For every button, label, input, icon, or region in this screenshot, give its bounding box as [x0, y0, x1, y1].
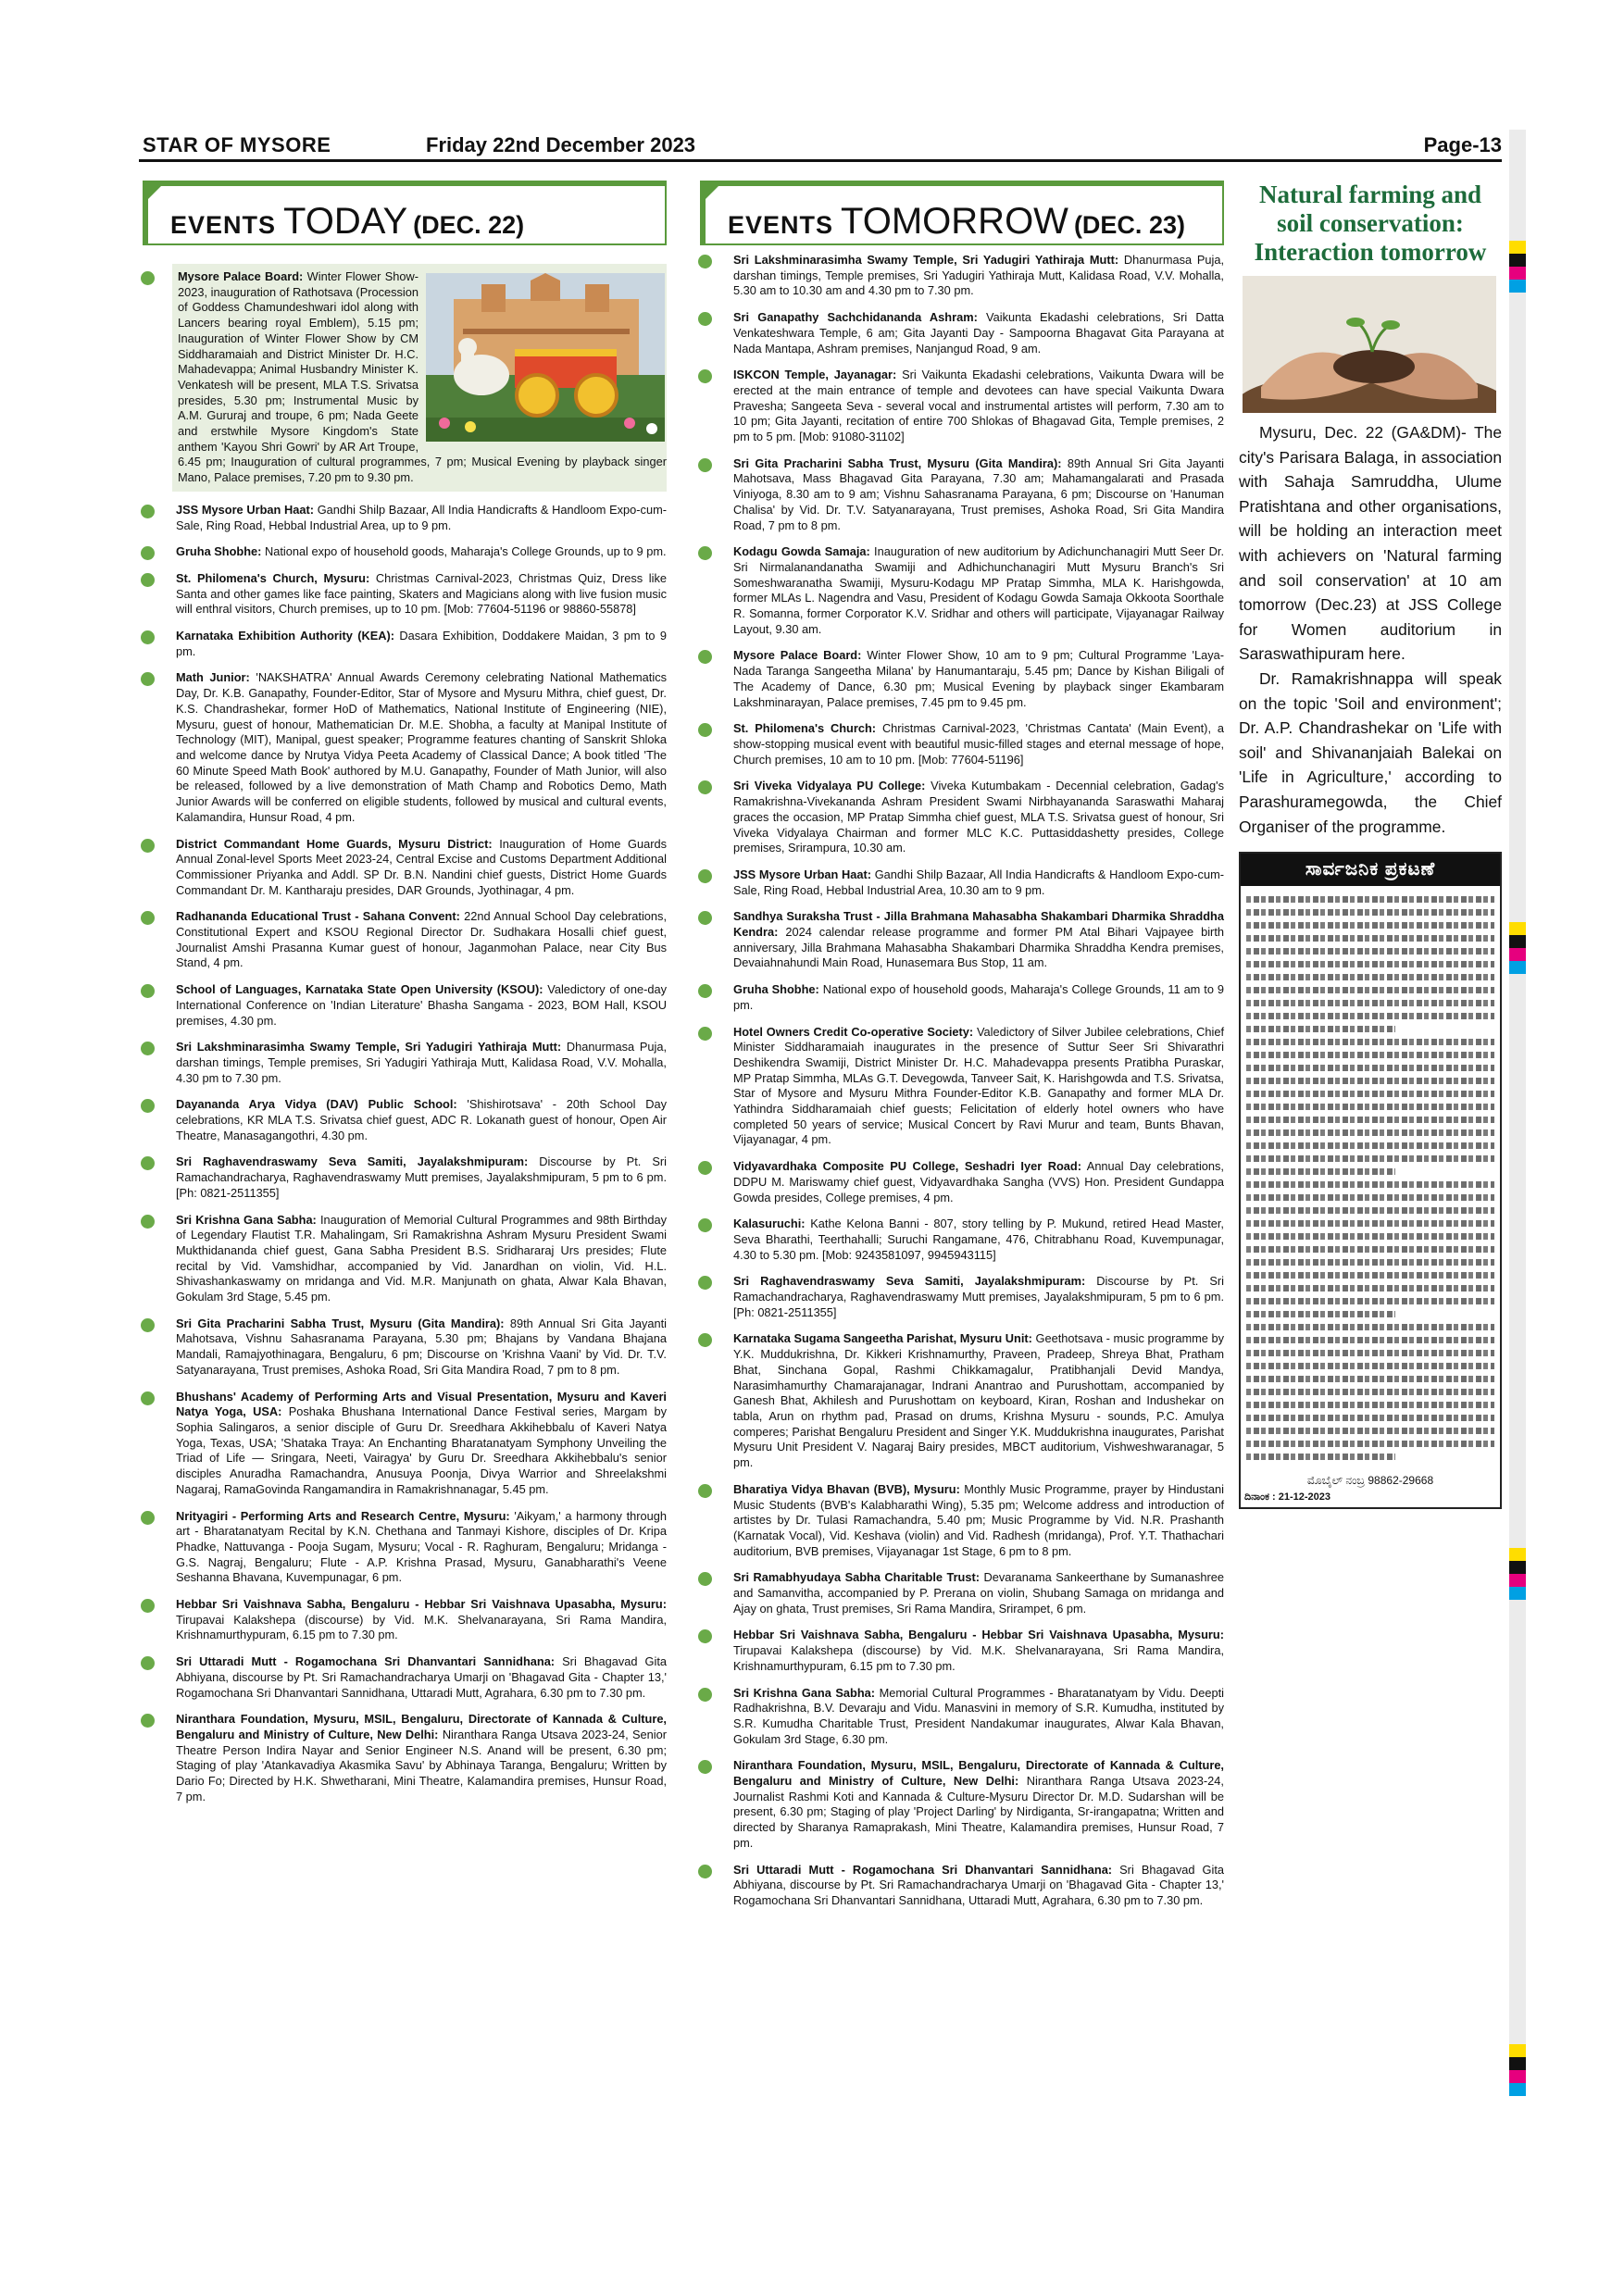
kannada-text-line [1246, 1168, 1395, 1175]
event-venue: Sri Gita Pracharini Sabha Trust, Mysuru (Gita Mandira): [733, 455, 1062, 470]
bullet-dot [698, 312, 712, 326]
article-body [1239, 420, 1502, 839]
event-venue: ISKCON Temple, Jayanagar: [733, 368, 897, 382]
kannada-text-line [1246, 1155, 1494, 1162]
event-item [696, 368, 1224, 445]
bullet-dot [141, 1391, 155, 1405]
events-tomorrow-column [696, 181, 1224, 1920]
bullet-dot [698, 1027, 712, 1041]
article-paragraph: Mysuru, Dec. 22 (GA&DM)- The city's Parisara Balaga, in association with Sahaja Samruddha, Ulume Pratishtana and other organisations, will be holding an interaction meet with achievers on 'Natural farming and soil conservation' at 10 am tomorrow (Dec.23) at JSS College for Women auditorium in Saraswathipuram here. [1239, 423, 1502, 664]
event-item [139, 1712, 667, 1804]
kannada-text-line [1246, 1259, 1494, 1266]
event-venue: Karnataka Exhibition Authority (KEA): [176, 629, 395, 643]
kannada-text-line [1246, 1441, 1494, 1447]
event-item [696, 1217, 1224, 1263]
kannada-text-line [1246, 974, 1494, 980]
kannada-text-line [1246, 1389, 1494, 1395]
event-item [139, 1390, 667, 1498]
kannada-text-line [1246, 1052, 1494, 1058]
hands-holding-soil-image [1243, 276, 1496, 413]
today-word: TODAY [283, 201, 408, 242]
article-headline: Natural farming and soil conservation: Interaction tomorrow [1254, 181, 1487, 266]
bullet-dot [141, 1656, 155, 1670]
bullet-dot [141, 1042, 155, 1055]
event-item [696, 1686, 1224, 1748]
kannada-text-line [1246, 1220, 1494, 1227]
event-details: 'Shishirotsava' - 20th School Day celebrations, KR MLA T.S. Srivatsa chief guest, ADC R. Lokanath guest of honour, Open Air Theatre, Manasagangothri, 4.30 pm. [176, 1097, 667, 1142]
event-venue: Sri Raghavendraswamy Seva Samiti, Jayalakshmipuram: [733, 1274, 1086, 1289]
event-details: Winter Flower Show, 10 am to 9 pm; Cultural Programme 'Laya-Nada Taranga Sangeetha Milana' by Hanumantaraju, 5.45 pm; Dance by Kishan Biligali of The Academy of Dance, 6.30 pm; Musical Evening by playback singer Ekambaram Lakshminarayan, Palace premises, 7.45 pm to 9.45 pm. [733, 648, 1224, 709]
event-item [139, 1213, 667, 1305]
bullet-dot [698, 984, 712, 998]
bullet-dot [141, 1714, 155, 1728]
event-details: Inauguration of Home Guards Annual Zonal-level Sports Meet 2023-24, Central Excise and Customs Department Additional Commissioner Priyanka and Addl. SP Dr. B.N. Nandini chief guests, District Home Guards Commandant Dr. M. Kantharaju presides, DAR Grounds, Jyothinagar, 4 pm. [176, 836, 667, 897]
event-venue: Hebbar Sri Vaishnava Sabha, Bengaluru - Hebbar Sri Vaishnava Upasabha, Mysuru: [733, 1628, 1224, 1642]
bullet-dot [698, 458, 712, 472]
event-details: Valedictory of Silver Jubilee celebrations, Chief Minister Siddharamaiah inaugurates in the presence of Suttur Seer Sri Shivarathri Deshikendra Swamiji, District Minister Dr. H.C. Mahadevappa presents Pratibha Puraskar, MP Pratap Simmha, MLAs G.T. Devegowda, Tanveer Sait, K. Harishgowda and T.S. Srivatsa, Star of Mysore and Mysuru Mithra Founder-Editor K.B. Ganapathy and former MLA Dr. Yathindra Siddharamaiah chief guests; Felicitation of elderly hotel owners who have completed 50 years of service; Musical Concert by Ravi Murur and team, Bunts Bhavan, Vijayanagar, 4 pm. [733, 1024, 1224, 1147]
event-details: Inauguration of Memorial Cultural Programmes and 98th Birthday of Legendary Flautist T.R. Mahalingam, Sri Ramakrishna Ashram Mysuru President Swami Mukthidananda chief guest, Gana Sabha President B.S. Sridhararaj Urs presides; Flute recital by Vid. Vamshidhar, accompanied by Vid. Janardhan on violin, Vid. H.L. Shivashankaswamy on mridanga and Vid. M.R. Manjunath on ghata, Alwar Kala Bhavan, Gokulam 3rd Stage, 5.45 pm. [176, 1212, 667, 1304]
event-item [696, 544, 1224, 637]
event-details: Sri Vaikunta Ekadashi celebrations, Vaikunta Dwara will be erected at the main entrance of temple and devotees can have special Vaikunta Dwara Pravesha; Sangeeta Seva - several vocal and instrumental artistes will perform, 7.30 am to 10 pm; Gita Jayanti, recitation of entire 700 Shlokas of Bhagavad Gita, Temple premises, 2 pm to 5 pm. [Mob: 91080-31102] [733, 368, 1224, 444]
tomorrow-date: (DEC. 23) [1073, 211, 1185, 239]
kannada-text-line [1246, 1142, 1494, 1149]
event-item [139, 1654, 667, 1701]
kannada-text-line [1246, 922, 1494, 929]
color-registration-bar [1509, 130, 1526, 2194]
notice-kannada-text [1241, 886, 1500, 1470]
event-item [139, 503, 667, 533]
kannada-text-line [1246, 1000, 1494, 1006]
bullet-dot [698, 650, 712, 664]
event-details: Viveka Kutumbakam - Decennial celebration, Gadag's Ramakrishna-Vivekananda Ashram President Swami Nirbhayananda Saraswathi Maharaj graces the occasion, MP Pratap Simmha chief guest, MLA T.S. Srivatsa guest of honour, Sri Viveka Vidyalaya Chairman and former MLC K.C. Puttasiddashetty presides, College premises, Srirampura, 10.30 am. [733, 779, 1224, 855]
bullet-dot [141, 546, 155, 560]
bullet-dot [141, 1156, 155, 1170]
notice-heading: ಸಾರ್ವಜನಿಕ ಪ್ರಕಟಣೆ [1241, 854, 1500, 886]
events-today-column [139, 181, 667, 1816]
right-column [1239, 181, 1502, 1509]
events-tomorrow-header [700, 181, 1224, 245]
bullet-dot [141, 271, 155, 285]
event-item [139, 982, 667, 1029]
bullet-dot [698, 369, 712, 383]
event-item [696, 982, 1224, 1013]
event-details: Gandhi Shilp Bazaar, All India Handicrafts & Handloom Expo-cum-Sale, Ring Road, Hebbal Industrial Area, 10.30 am to 9 pm. [733, 867, 1224, 897]
kannada-text-line [1246, 1337, 1494, 1343]
today-date: (DEC. 22) [413, 211, 525, 239]
events-word: EVENTS [728, 211, 834, 239]
event-item [696, 648, 1224, 710]
event-item [696, 1159, 1224, 1205]
notice-date: ದಿನಾಂಕ : 21-12-2023 [1244, 1491, 1330, 1504]
bullet-dot [698, 1760, 712, 1774]
event-details: Annual Day celebrations, DDPU M. Mariswamy chief guest, Vidyavardhaka Sangha (VVS) Hon. President Gundappa Gowda presides, College premises, 4 pm. [733, 1159, 1224, 1204]
event-details: 2024 calendar release programme and former PM Atal Bihari Vajpayee birth anniversary, Jilla Brahmana Mahasabha Shakambari Dharmika Shraddha Kendra premises, Devaiahnahundi Main Road, Hunasemara Bus Stop, 11 am. [733, 925, 1224, 970]
kannada-text-line [1246, 1402, 1494, 1408]
bullet-dot [698, 1629, 712, 1643]
event-item [139, 1097, 667, 1143]
bullet-dot [141, 573, 155, 587]
kannada-text-line [1246, 961, 1494, 967]
bullet-dot [698, 1688, 712, 1702]
kannada-text-line [1246, 1065, 1494, 1071]
event-venue: Nrityagiri - Performing Arts and Research Centre, Mysuru: [176, 1508, 510, 1523]
event-details: Winter Flower Show-2023, inauguration of Rathotsava (Procession of Goddess Chamundeshwari idol along with Lancers bearing royal Emblem), 5.15 pm; Inauguration of Winter Flower Show by CM Siddharamaiah and District Minister Dr. H.C. Mahadevappa; Animal Husbandry Minister K. Venkatesh will be present, MLA T.S. Srivatsa presides, 5.30 pm; Instrumental Music by A.M. Gururaj and troupe, 6 pm; Nada Geete and erstwhile Mysore Kingdom's State anthem 'Kayou Shri Gowri' by AR Art Troupe, 6.45 pm; Inauguration of cultural programmes, 7 pm; Musical Evening by playback singer Mano, Palace premises, 7.20 pm to 9.30 pm. [178, 269, 667, 485]
event-venue: Karnataka Sugama Sangeetha Parishat, Mysuru Unit: [733, 1331, 1032, 1346]
event-venue: School of Languages, Karnataka State Open University (KSOU): [176, 982, 543, 997]
event-venue: Gruha Shobhe: [176, 544, 262, 559]
event-item [696, 721, 1224, 767]
event-item [696, 1274, 1224, 1320]
kannada-text-line [1246, 1129, 1494, 1136]
bullet-dot [698, 1218, 712, 1232]
event-venue: Math Junior: [176, 670, 250, 685]
event-venue: Mysore Palace Board: [733, 648, 862, 663]
event-details: 89th Annual Sri Gita Jayanti Mahotsava, Vishnu Sahasranama Parayana, 5.30 pm; Bhajans by Vandana Bhajana Mandali, Ramajyothinagara, Bengaluru, 6 pm; Discourse on 'Krishna Vaani' by Vid. Dr. T.V. Satyanarayana, Trust premises, Ashoka Road, Sri Gita Mandira Road, 7 pm to 8 pm. [176, 1316, 667, 1377]
events-today-header [143, 181, 667, 245]
event-venue: Hebbar Sri Vaishnava Sabha, Bengaluru - Hebbar Sri Vaishnava Upasabha, Mysuru: [176, 1597, 667, 1612]
issue-date: Friday 22nd December 2023 [426, 133, 696, 156]
event-venue: Sri Ramabhyudaya Sabha Charitable Trust: [733, 1570, 981, 1585]
event-details: Kathe Kelona Banni - 807, story telling by P. Mukund, retired Head Master, Seva Bharathi, Teerthahalli; Suruchi Rangamane, 476, Chitrabhanu Road, Kuvempunagar, 4.30 to 5.30 pm. [Mob: 9243581097, 9945943115] [733, 1217, 1224, 1262]
event-venue: Sri Lakshminarasimha Swamy Temple, Sri Yadugiri Yathiraja Mutt: [176, 1040, 562, 1054]
event-details: Devaranama Sankeerthane by Sumanashree and Samanvitha, accompanied by P. Prerana on violin, Shubang Samaga on mridanga and Ajay on ghata, Trust premises, Sri Rama Mandira, Srirampet, 6 pm. [733, 1570, 1224, 1616]
event-venue: Sri Viveka Vidyalaya PU College: [733, 779, 926, 793]
event-item [139, 1316, 667, 1379]
event-item [139, 670, 667, 825]
event-details: National expo of household goods, Maharaja's College Grounds, 11 am to 9 pm. [733, 982, 1225, 1012]
bullet-dot [698, 546, 712, 560]
event-item [139, 837, 667, 899]
kannada-text-line [1246, 1324, 1494, 1330]
kannada-text-line [1246, 1026, 1395, 1032]
event-details: Poshaka Bhushana International Dance Festival series, Margam by Sophia Salingaros, a senior disciple of Guru Dr. Sreedhara Akkihebbalu of Kaveri Natya Yoga, Texas, USA; 'Shataka Traya: An Enchanting Bharatanatyam Symphony Unveiling the Triad of Life — Sringara, Neeti, Vairagya' by Guru Dr. Sreedhara Akkihebbalu's senior disciples Anuradha Ramachandra, Anusuya Poonja, Divya Warrior and Shreelakshmi Nagaraj, RamaGovinda Rangamandira in Ramakrishnanagar, 5.45 pm. [176, 1404, 667, 1496]
event-item [139, 1597, 667, 1643]
event-details: Niranthara Ranga Utsava 2023-24, Journalist Rashmi Koti and Kannada & Culture-Mysuru Director Dr. M.D. Sudarshan will be present, 6.30 pm; Staging of play 'Project Darling' by Nirdiganta, Sr-irangapatna; Written and directed by Sharanya Ramaprakash, Mini Theatre, Kalamandira premises, Hunsur Road, 7 pm. [733, 1774, 1224, 1850]
event-details: Sri Bhagavad Gita Abhiyana, discourse by Pt. Sri Ramachandracharya Umarji on 'Bhagavad Gita - Chapter 13,' Rogamochana Sri Dhanvantari Sannidhana, Uttaradi Mutt, Agrahara, 6.30 pm to 7.30 pm. [733, 1862, 1224, 1907]
event-item [696, 1758, 1224, 1851]
kannada-text-line [1246, 1013, 1494, 1019]
event-details: Dhanurmasa Puja, darshan timings, Temple premises, Sri Yadugiri Yathiraja Mutt, Kalidasa Road, V.V. Mohalla, 4.30 pm to 7.30 pm. [176, 1040, 667, 1085]
bullet-dot [141, 630, 155, 644]
kannada-text-line [1246, 935, 1494, 942]
public-notice [1239, 852, 1502, 1509]
feature-event [172, 264, 667, 492]
event-item [696, 1331, 1224, 1470]
event-details: 'Aikyam,' a harmony through art - Bharatanatyam Recital by K.N. Chethana and Tanmayi Kishore, disciples of Dr. Kripa Phadke, Nattuvanga - Pooja Sugam, Mysuru; Vocal - R. Raghuram, Bengaluru; Mridanga - G.S. Nagraj, Bengaluru; Flute - A.P. Krishna Prasad, Mysuru, Ganabharathi's Veene Seshanna Bhavana, Kuvempunagar, 6 pm. [176, 1508, 667, 1585]
events-today-items [139, 503, 667, 1805]
kannada-text-line [1246, 1039, 1494, 1045]
bullet-dot [141, 984, 155, 998]
event-venue: Hotel Owners Credit Co-operative Society: [733, 1024, 974, 1039]
bullet-dot [141, 505, 155, 518]
event-details: Gandhi Shilp Bazaar, All India Handicrafts & Handloom Expo-cum-Sale, Ring Road, Hebbal Industrial Area, up to 9 pm. [176, 502, 667, 532]
event-details: 'NAKSHATRA' Annual Awards Ceremony celebrating National Mathematics Day, Dr. K.B. Ganapathy, Founder-Editor, Star of Mysore and Mysuru Mithra, chief guest, Dr. K.S. Chandrashekar, former HoD of Mathematics, National Institute of Engineering (NIE), Mysuru, guest of honour, Mathematician Dr. M.E. Shobha, a faculty at Manipal Institute of Technology (MIT), Manipal, guest speaker; Programme features chanting of Sanskrit Shloka and welcome dance by Nrutya Vidya Peeta Academy of Classical Dance; A book titled 'The 60 Minute Speed Math Book' authored by M.U. Ganapathy, Founder of Math Junior, will also be released, followed by a live demonstration of Math Champ and Robotics Demo, Math Junior Awards will be conferred on eligible students, followed by musical and cultural events, Kalamandira, Hunsur Road, 4 pm. [176, 670, 667, 824]
tomorrow-word: TOMORROW [841, 201, 1068, 242]
article-paragraph: Dr. Ramakrishnappa will speak on the topic 'Soil and environment'; Dr. A.P. Chandrashekar on 'Life with soil' and Shivananjaiah Balekai on 'Life in Agriculture,' according to Parashuramegowda, the Chief Organiser of the programme. [1239, 668, 1502, 836]
event-venue: Dayananda Arya Vidya (DAV) Public School: [176, 1097, 457, 1112]
event-details: Discourse by Pt. Sri Ramachandracharya, Raghavendraswamy Mutt premises, Jayalakshmipuram, 5 pm to 6 pm. [Ph: 0821-2511355] [733, 1274, 1224, 1319]
kannada-text-line [1246, 896, 1494, 903]
bullet-dot [698, 1572, 712, 1586]
bullet-dot [698, 780, 712, 794]
event-venue: Sri Krishna Gana Sabha: [176, 1212, 317, 1227]
event-details: 89th Annual Sri Gita Jayanti Mahotsava, Mass Bhagavad Gita Parayana, 7.30 am; Mahamangalarati and Prasada Viniyoga, 8.30 am to 9 am; Vishnu Sahasranama Parayana, 6 pm; Discourse on 'Hanuman Chalisa' by Vid. Dr. T.V. Satyanarayana, Trust premises, Ashoka Road, Sri Gita Mandira Road, 7 pm to 8 pm. [733, 455, 1224, 532]
palace-chariot-image [426, 273, 665, 442]
events-word: EVENTS [170, 211, 277, 239]
kannada-text-line [1246, 1350, 1494, 1356]
event-details: Memorial Cultural Programmes - Bharatanatyam by Vidu. Deepti Radhakrishna, B.V. Devaraju and Vidu. Manasvini in memory of S.R. Kumudha, instituted by S.R. Kumudha Charitable Trust, President Nandakumar inaugurates, Alwar Kala Bhavan, Gokulam 3rd Stage, 6.30 pm. [733, 1685, 1224, 1746]
kannada-text-line [1246, 1363, 1494, 1369]
bullet-dot [141, 672, 155, 686]
page-number: Page-13 [1423, 133, 1502, 156]
bullet-dot [141, 1318, 155, 1332]
event-venue: Sri Raghavendraswamy Seva Samiti, Jayalakshmipuram: [176, 1154, 529, 1169]
event-venue: Kalasuruchi: [733, 1217, 806, 1231]
flower-show-photo [426, 273, 665, 442]
event-item [139, 571, 667, 618]
event-venue: Vidyavardhaka Composite PU College, Seshadri Iyer Road: [733, 1159, 1081, 1174]
bullet-dot [698, 869, 712, 883]
event-details: Valedictory of one-day International Conference on 'Indian Literature' Bhasha Sangama - 2023, BOM Hall, KSOU premises, 4.30 pm. [176, 982, 668, 1028]
bullet-dot [698, 1484, 712, 1498]
event-details: Monthly Music Programme, prayer by Hindustani Music Students (BVB's Kalabharathi Wing), 5.35 pm; Welcome address and introduction of artistes by Dr. Tulasi Ramachandra, 5.40 pm; Music Programme by Vid. N.R. Prashanth (Karnatak Vocal), Vid. Keshava (violin) and Vid. Radhesh (mridanga), Prof. Y.T. Thathachari auditorium, BVB premises, Vijayanagar 1st Stage, 6 pm to 8 pm. [733, 1481, 1224, 1558]
event-venue: Gruha Shobhe: [733, 982, 819, 997]
soil-hands-photo [1243, 276, 1496, 413]
event-venue: JSS Mysore Urban Haat: [176, 502, 315, 517]
notice-phone: ಮೊಬೈಲ್ ನಂಬ್ರ 98862-29668 [1306, 1474, 1434, 1488]
event-venue: Mysore Palace Board: [178, 269, 304, 283]
event-venue: Sri Krishna Gana Sabha: [733, 1685, 876, 1700]
event-details: Niranthara Ranga Utsava 2023-24, Senior Theatre Person Indira Nayar and Senior Engineer N.S. Anand will be present, 6.30 pm; Staging of play 'Atankavadiya Akasmika Savu' by Abhinaya Taranga, Bengaluru; Written by Dario Fo; Directed by H.K. Shwetharani, Mini Theatre, Kalamandira premises, Hunsur Road, 7 pm. [176, 1727, 667, 1803]
event-item [696, 253, 1224, 299]
event-item [139, 909, 667, 971]
masthead-rule [139, 159, 1502, 162]
kannada-text-line [1246, 1376, 1494, 1382]
event-details: Tirupavai Kalakshepa (discourse) by Vid. M.K. Shelvanarayana, Sri Rama Mandira, Krishnamurthypuram, 6.15 pm to 7.30 pm. [176, 1612, 667, 1642]
kannada-text-line [1246, 1285, 1494, 1292]
bullet-dot [141, 1599, 155, 1613]
kannada-text-line [1246, 1311, 1395, 1317]
events-today-list [139, 264, 667, 492]
bullet-dot [141, 911, 155, 925]
kannada-text-line [1246, 1233, 1494, 1240]
event-details: Dhanurmasa Puja, darshan timings, Temple premises, Sri Yadugiri Yathiraja Mutt, Kalidasa Road, V.V. Mohalla, 5.30 am to 10.30 am and 4.30 pm to 7.30 pm. [733, 253, 1224, 298]
event-details: 22nd Annual School Day celebrations, Constitutional Expert and KSOU Regional Director Dr. Sudhakara Hosalli chief guest, Journalist Amshi Prasanna Kumar guest of honour, Jaganmohan Palace, near City Bus Stand, 4 pm. [176, 909, 667, 970]
event-venue: Radhananda Educational Trust - Sahana Convent: [176, 909, 460, 924]
bullet-dot [141, 1215, 155, 1229]
event-details: Sri Bhagavad Gita Abhiyana, discourse by Pt. Sri Ramachandracharya Umarji on 'Bhagavad Gita - Chapter 13,' Rogamochana Sri Dhanvantari Sannidhana, Uttaradi Mutt, Agrahara, 6.30 pm to 7.30 pm. [176, 1654, 667, 1700]
event-venue: Sri Uttaradi Mutt - Rogamochana Sri Dhanvantari Sannidhana: [733, 1862, 1113, 1877]
event-details: Discourse by Pt. Sri Ramachandracharya, Raghavendraswamy Mutt premises, Jayalakshmipuram, 5 pm to 6 pm. [Ph: 0821-2511355] [176, 1154, 667, 1200]
event-item [139, 1040, 667, 1086]
event-details: National expo of household goods, Maharaja's College Grounds, up to 9 pm. [264, 544, 667, 559]
event-item [696, 456, 1224, 534]
kannada-text-line [1246, 909, 1494, 916]
kannada-text-line [1246, 1117, 1494, 1123]
event-item [696, 909, 1224, 971]
event-venue: Sri Gita Pracharini Sabha Trust, Mysuru (Gita Mandira): [176, 1316, 505, 1330]
bullet-dot [141, 1099, 155, 1113]
event-item [696, 779, 1224, 856]
bullet-dot [698, 723, 712, 737]
kannada-text-line [1246, 1181, 1494, 1188]
event-venue: JSS Mysore Urban Haat: [733, 867, 872, 881]
event-venue: Bharatiya Vidya Bhavan (BVB), Mysuru: [733, 1481, 960, 1496]
event-venue: Sri Uttaradi Mutt - Rogamochana Sri Dhanvantari Sannidhana: [176, 1654, 556, 1669]
event-venue: Niranthara Foundation, Mysuru, MSIL, Bengaluru, Directorate of Kannada & Culture, Bengaluru and Ministry of Culture, New Delhi: [733, 1758, 1224, 1789]
event-item [696, 1863, 1224, 1909]
event-details: Inauguration of new auditorium by Adichunchanagiri Mutt Seer Dr. Sri Nirmalanandanatha Swamiji and Adhichunchanagiri Mutt Mysuru Branch's Sri Someshwaranatha Swamiji, Mysuru-Kodagu MP Pratap Simmha, MLA K. Harishgowda, former MLAs L. Nagendra and Vasu, President of Kodagu Gowda Samaja Okkoota Soorthale R. Somanna, former Corporator K.V. Sridhar and others will participate, Vijayanagar Railway Layout, 9.30 am. [733, 544, 1225, 636]
event-venue: District Commandant Home Guards, Mysuru District: [176, 836, 493, 851]
event-venue: St. Philomena's Church, Mysuru: [176, 570, 370, 585]
event-venue: Bhushans' Academy of Performing Arts and Visual Presentation, Mysuru and Kaveri Natya Yoga, USA: [176, 1389, 667, 1419]
kannada-text-line [1246, 1078, 1494, 1084]
kannada-text-line [1246, 1454, 1395, 1460]
events-tomorrow-items [696, 253, 1224, 1909]
event-item [139, 1154, 667, 1201]
bullet-dot [141, 1511, 155, 1525]
kannada-text-line [1246, 1194, 1494, 1201]
kannada-text-line [1246, 987, 1494, 993]
kannada-text-line [1246, 1272, 1494, 1279]
event-venue: Sri Ganapathy Sachchidananda Ashram: [733, 310, 978, 325]
bullet-dot [698, 1865, 712, 1878]
kannada-text-line [1246, 1104, 1494, 1110]
bullet-dot [698, 1333, 712, 1347]
event-details: Vaikunta Ekadashi celebrations, Sri Datta Venkateshwara Temple, 6 am; Gita Jayanti Day - Sampoorna Bhagavat Gita Parayana at Nada Mantapa, Ashram premises, Nanjangud Road, 9 am. [733, 310, 1224, 356]
event-item [139, 629, 667, 659]
event-venue: Kodagu Gowda Samaja: [733, 544, 870, 559]
bullet-dot [698, 255, 712, 268]
event-item [696, 1628, 1224, 1674]
event-venue: Sri Lakshminarasimha Swamy Temple, Sri Yadugiri Yathiraja Mutt: [733, 253, 1119, 267]
event-item [696, 1025, 1224, 1149]
event-details: Christmas Carnival-2023, 'Christmas Cantata' (Main Event), a show-stopping musical event with beautiful music-filled stages and eternal message of hope, Church premises, 10 am to 10 pm. [Mob: 77604-51196] [733, 721, 1224, 767]
event-item [696, 310, 1224, 356]
event-item [696, 1482, 1224, 1560]
event-details: Christmas Carnival-2023, Christmas Quiz, Dress like Santa and other games like face painting, Skaters and Magicians along with live fusion music will enthral visitors, Church premises, up to 10 pm. [Mob: 77604-51196 or 98860-55878] [176, 570, 667, 617]
event-details: Geethotsava - music programme by Y.K. Muddukrishna, Dr. Kikkeri Krishnamurthy, Praveen, Pradeep, Shreya Bhat, Pratham Bhat, Sinchana Gopal, Rashmi Chikkamagalur, Pratibhanjali Devid Mandya, Narasimhamurthy Chamarajanagar, Indrani Anantrao and Purushottam, accompanied by Ganesh Bhat, Akhilesh and Purushottam on keyboard, Kiran, Roshan and Indushekar on tabla, Arun on rhythm pad, Prasad on drums, Krishna Mysuru - sounds, P.C. Amulya comperes; Parishat Bengaluru President and Singer Y.K. Muddukrishna inaugurates, Parishat Mysuru Unit President V. Nagaraj Bairy presides, MBCT auditorium, Vishweshwaranagar, 5 pm. [733, 1331, 1224, 1470]
kannada-text-line [1246, 948, 1494, 955]
event-item [139, 1509, 667, 1587]
event-item [139, 544, 667, 560]
bullet-dot [141, 839, 155, 853]
kannada-text-line [1246, 1415, 1494, 1421]
event-item [696, 1570, 1224, 1616]
event-venue: Sandhya Suraksha Trust - Jilla Brahmana Mahasabha Shakambari Dharmika Shraddha Kendra: [733, 909, 1224, 940]
bullet-dot [698, 1161, 712, 1175]
kannada-text-line [1246, 1298, 1494, 1304]
kannada-text-line [1246, 1091, 1494, 1097]
event-item [696, 867, 1224, 898]
kannada-text-line [1246, 1246, 1494, 1253]
bullet-dot [698, 911, 712, 925]
kannada-text-line [1246, 1207, 1494, 1214]
event-details: Dasara Exhibition, Doddakere Maidan, 3 pm to 9 pm. [176, 629, 667, 658]
event-details: Tirupavai Kalakshepa (discourse) by Vid. M.K. Shelvanarayana, Sri Rama Mandira, Krishnamurthypuram, 6.15 pm to 7.30 pm. [733, 1643, 1224, 1673]
event-venue: St. Philomena's Church: [733, 721, 877, 736]
kannada-text-line [1246, 1428, 1494, 1434]
newspaper-name: STAR OF MYSORE [143, 133, 331, 156]
event-venue: Niranthara Foundation, Mysuru, MSIL, Bengaluru, Directorate of Kannada & Culture, Bengaluru and Ministry of Culture, New Delhi: [176, 1712, 667, 1741]
bullet-dot [698, 1276, 712, 1290]
